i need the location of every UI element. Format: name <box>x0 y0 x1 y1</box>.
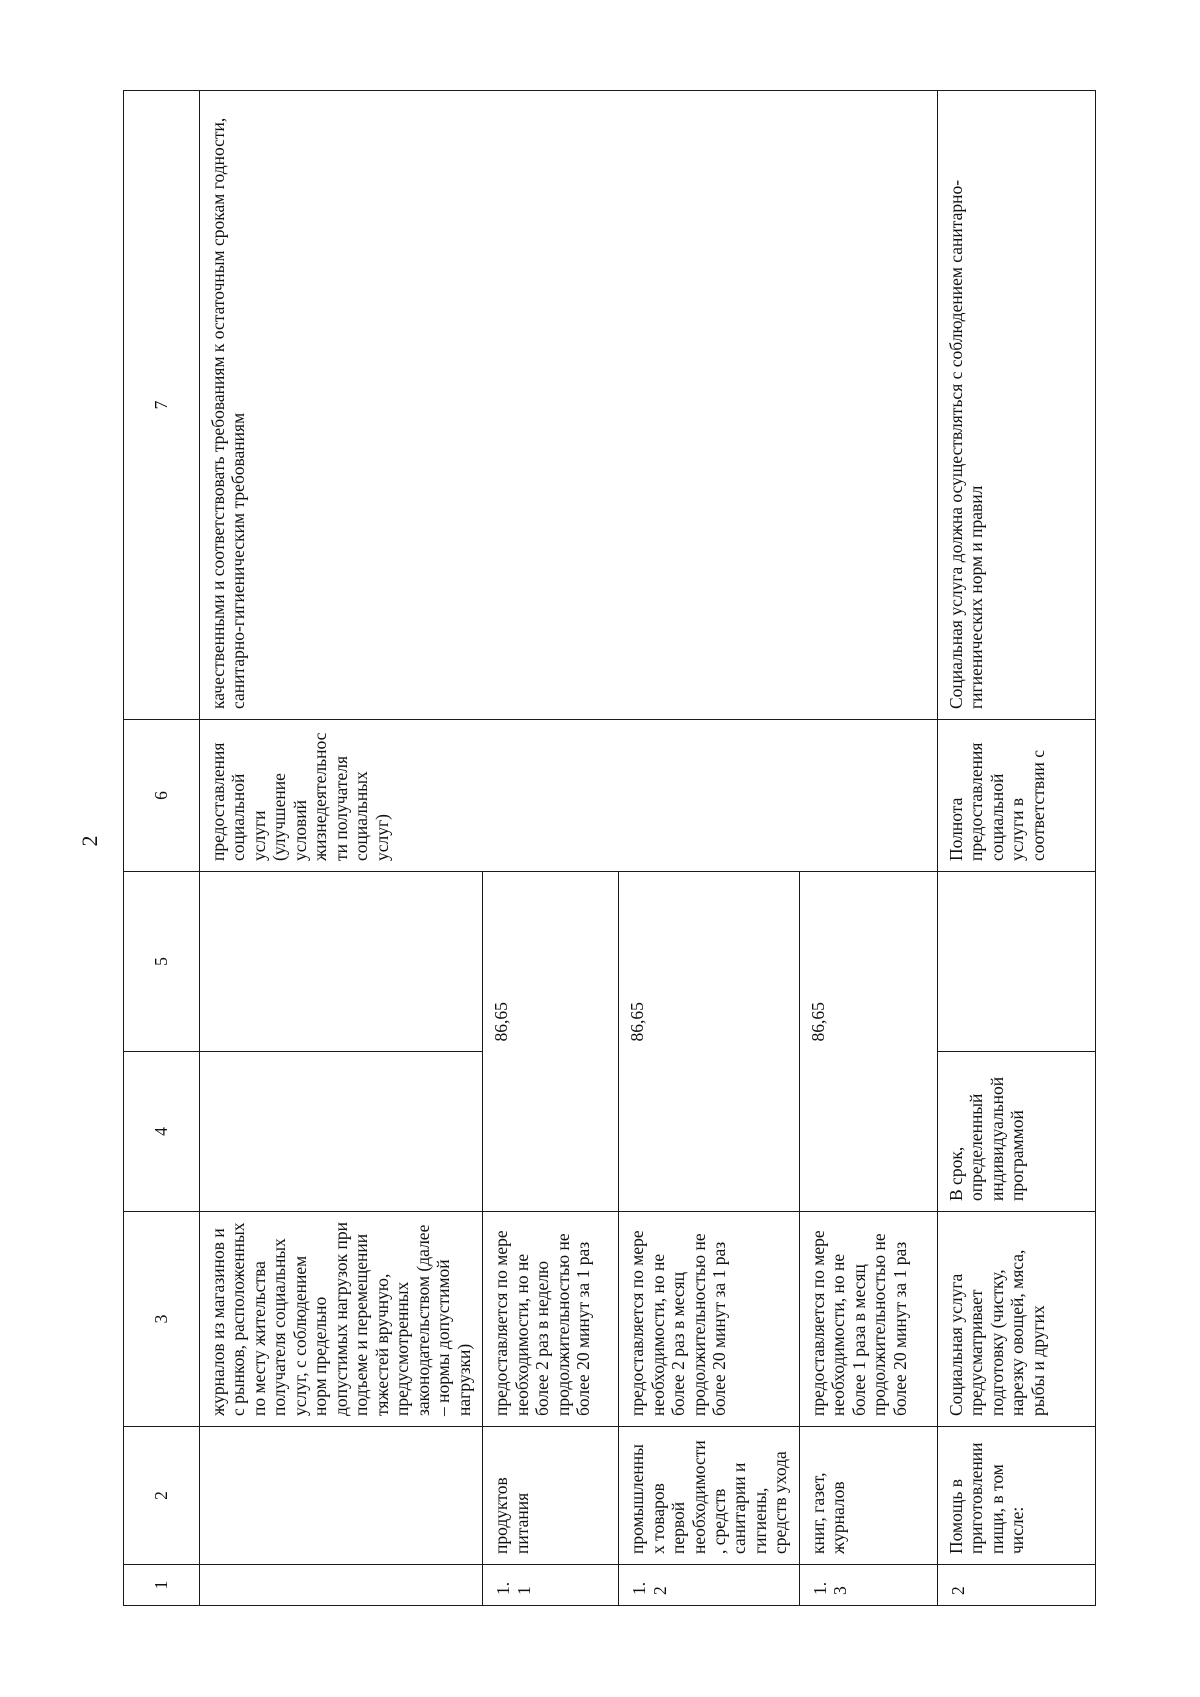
tariff-value: 86,65 <box>619 872 800 1052</box>
header-cell: 2 <box>124 1427 200 1565</box>
service-name <box>200 1427 483 1565</box>
service-conditions: Социальная услуга должна осуществляться с соблюдением санитарно-гигиенических норм и правил <box>937 91 1095 720</box>
service-description: журналов из магазинов и с рынков, расположенных по месту жительства получателя социальных услуг, с соблюдением норм предельно допустимых нагрузок при подъеме и перемещении тяжестей вручную, предусмотренных законодательством (далее – нормы допустимой нагрузки) <box>200 1212 483 1427</box>
service-description: Социальная услуга предусматривает подготовку (чистку, нарезку овощей, мяса, рыбы и других <box>937 1212 1095 1427</box>
header-cell: 6 <box>124 720 200 872</box>
row-number <box>200 1565 483 1606</box>
service-name: Помощь в приготовлении пищи, в том числе: <box>937 1427 1095 1565</box>
services-table <box>123 90 1096 1606</box>
header-cell: 7 <box>124 91 200 720</box>
service-name: книг, газет, журналов <box>799 1427 937 1565</box>
service-description: предоставляется по мере необходимости, но не более 2 раз в месяц продолжительностью не более 20 минут за 1 раз <box>619 1212 800 1427</box>
quality-indicators: предоставления социальной услуги (улучшение условий жизнедеятельности получателя социальных услуг) <box>200 720 938 872</box>
tariff <box>200 872 483 1052</box>
page-number: 2 <box>77 835 102 847</box>
service-term: В срок, определенный индивидуальной программой <box>937 1052 1095 1212</box>
rotated-page-content <box>123 91 1069 1606</box>
service-name: промышленных товаров первой необходимости, средств санитарии и гигиены, средств ухода <box>619 1427 800 1565</box>
header-cell: 5 <box>124 872 200 1052</box>
empty-term-cell <box>483 1052 619 1212</box>
row-number: 1.3 <box>799 1565 937 1606</box>
tariff-value: 86,65 <box>799 872 937 1052</box>
empty-term-cell <box>619 1052 800 1212</box>
service-description: предоставляется по мере необходимости, но не более 2 раз в неделю продолжительностью не более 20 минут за 1 раз <box>483 1212 619 1427</box>
tariff <box>937 872 1095 1052</box>
row-number: 1.2 <box>619 1565 800 1606</box>
service-conditions: качественными и соответствовать требованиям к остаточным срокам годности, санитарно-гигиеническим требованиям <box>200 91 938 720</box>
service-term <box>200 1052 483 1212</box>
header-cell: 1 <box>124 1565 200 1606</box>
service-name: продуктов питания <box>483 1427 619 1565</box>
header-cell: 3 <box>124 1212 200 1427</box>
table-row <box>200 91 483 1606</box>
table-header-row <box>124 91 200 1606</box>
row-number: 2 <box>937 1565 1095 1606</box>
service-description: предоставляется по мере необходимости, но не более 1 раза в месяц продолжительностью не более 20 минут за 1 раз <box>799 1212 937 1427</box>
table-row <box>937 91 1095 1606</box>
row-number: 1.1 <box>483 1565 619 1606</box>
empty-term-cell <box>799 1052 937 1212</box>
header-cell: 4 <box>124 1052 200 1212</box>
tariff-value: 86,65 <box>483 872 619 1052</box>
quality-indicators: Полнота предоставления социальной услуги в соответствии с <box>937 720 1095 872</box>
